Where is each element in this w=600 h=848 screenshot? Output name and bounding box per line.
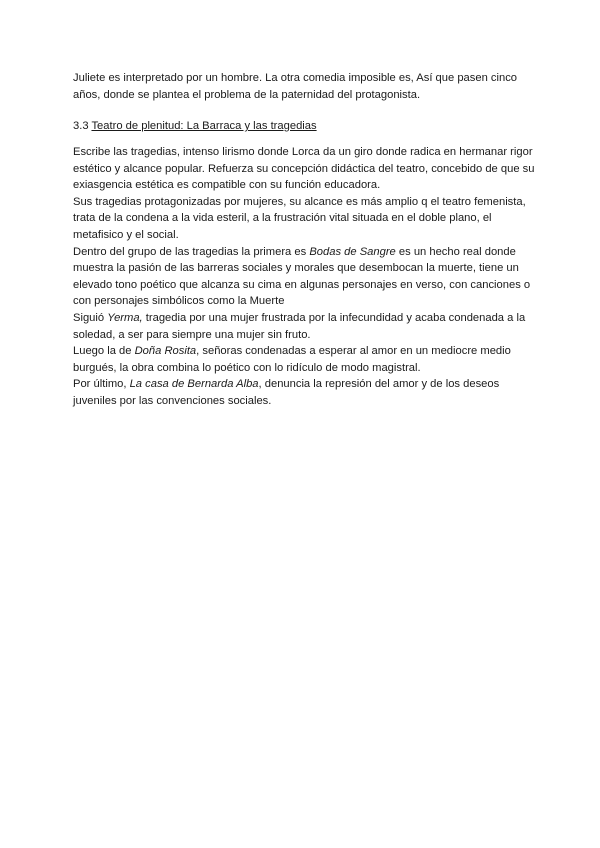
work-title-bodas-de-sangre: Bodas de Sangre [309, 245, 396, 258]
intro-line-1: Juliete es interpretado por un hombre. La otra comedia imposible es, Así que pasen cinco [73, 72, 518, 84]
paragraph-6-after: , denuncia la represión del amor y de los deseos juveniles por las convenciones sociales. [73, 378, 500, 407]
work-title-la-casa-de-bernarda-alba: La casa de Bernarda Alba [129, 378, 259, 391]
paragraph-5 [73, 343, 543, 376]
paragraph-1: Escribe las tragedias, intenso lirismo donde Lorca da un giro donde radica en hermanar rigor estético y alcance popular. Refuerza su concepción didáctica del teatro, concebido de que su exiasgencia estética es compatible con su función educadora. [73, 146, 535, 192]
section-number: 3.3 [73, 120, 92, 132]
paragraph-2: Sus tragedias protagonizadas por mujeres, su alcance es más amplio q el teatro femenista, trata de la condena a la vida esteril, a la frustración vital situada en el doble plano, el metafisico y el social. [73, 195, 526, 241]
work-title-yerma: Yerma, [107, 311, 143, 324]
paragraph-4-after: tragedia por una mujer frustrada por la infecundidad y acaba condenada a la soledad, a ser para siempre una mujer sin fruto. [73, 311, 526, 341]
paragraph-6-before: Por último, [73, 378, 130, 391]
work-title-dona-rosita: Doña Rosita [134, 345, 197, 358]
paragraph-3-before: Dentro del grupo de las tragedias la primera es [73, 245, 310, 258]
paragraph-4-before: Siguió [73, 311, 108, 324]
section-title: Teatro de plenitud: La Barraca y las tragedias [91, 120, 317, 132]
paragraph-5-before: Luego la de [73, 345, 135, 358]
intro-line-2: años, donde se plantea el problema de la paternidad del protagonista. [73, 88, 421, 101]
paragraph-3 [73, 244, 543, 310]
paragraph-6 [73, 376, 543, 409]
section-heading [73, 118, 543, 135]
intro-paragraph [73, 70, 543, 103]
paragraph-5-after: , señoras condenadas a esperar al amor en un mediocre medio burgués, la obra combina lo poético con lo ridículo de modo magistral. [73, 345, 511, 374]
paragraph-3-after: es un hecho real donde muestra la pasión de las barreras sociales y morales que desembocan la muerte, tiene un elevado tono poético que alcanza su cima en algunas personajes en verso, con canciones o con personajes simbólicos como la Muerte [73, 245, 531, 308]
section-body [73, 144, 543, 410]
paragraph-4 [73, 310, 543, 343]
